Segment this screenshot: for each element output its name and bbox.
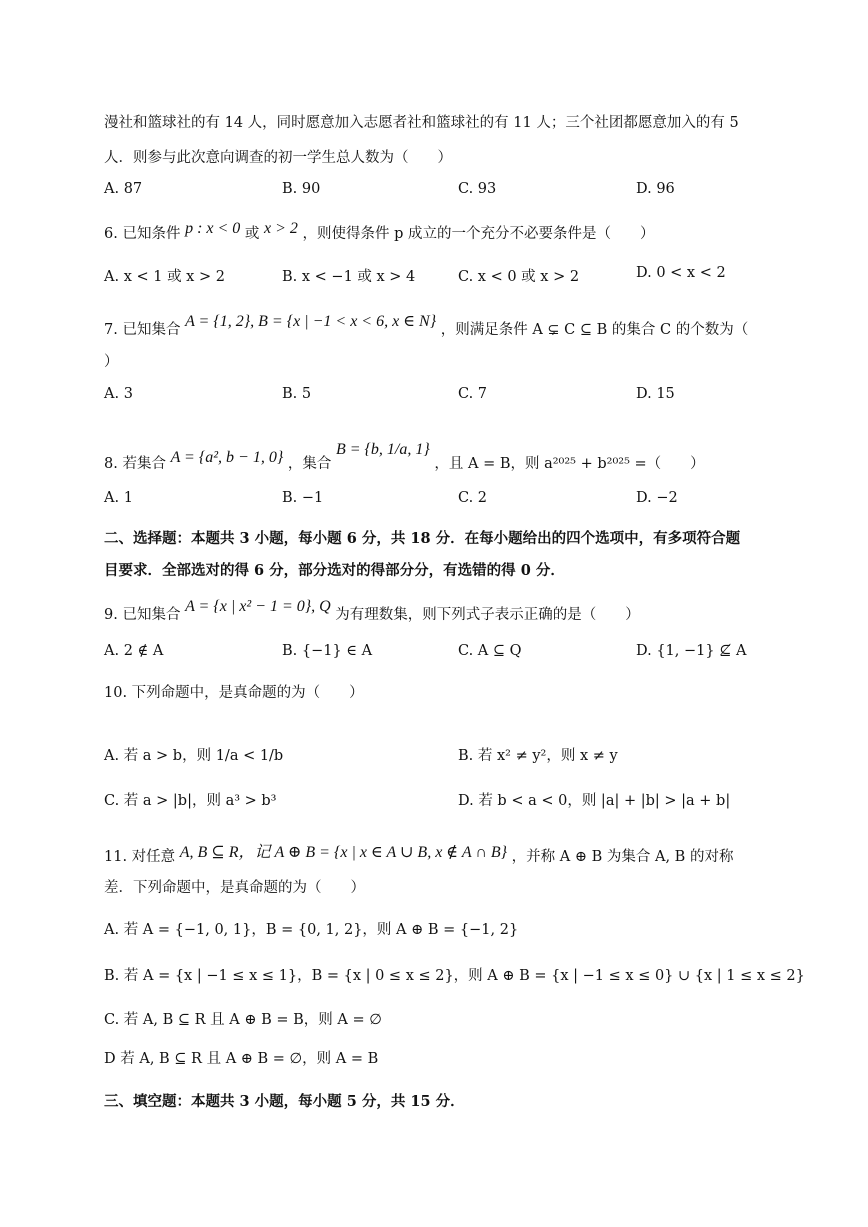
q8-option-a: A. 1 — [104, 490, 133, 506]
q8-option-d: D. −2 — [636, 490, 678, 506]
q9-prefix: 9. 已知集合 — [104, 607, 181, 623]
q8-prefix: 8. 若集合 — [104, 456, 166, 472]
q10-option-d: D. 若 b < a < 0，则 |a| + |b| > |a + b| — [458, 793, 731, 809]
q10-option-a: A. 若 a > b，则 1/a < 1/b — [104, 748, 284, 764]
q8-option-c: C. 2 — [458, 490, 488, 506]
q11-stem — [104, 843, 733, 866]
q5-stem-line2: 人．则参与此次意向调查的初一学生总人数为（ ） — [104, 150, 452, 166]
q7-suffix: ，则满足条件 A ⊊ C ⊆ B 的集合 C 的个数为（ — [440, 322, 749, 338]
q6-stem — [104, 222, 655, 243]
q8-mid: ，集合 — [287, 456, 332, 472]
q6-option-a: A. x < 1 或 x > 2 — [104, 269, 225, 285]
q11-option-c: C. 若 A, B ⊆ R 且 A ⊕ B = B，则 A = ∅ — [104, 1012, 382, 1028]
q9-set: A = {x | x² − 1 = 0}, Q — [185, 598, 331, 615]
q7-stem — [104, 313, 749, 339]
q5-option-d: D. 96 — [636, 181, 675, 197]
q7-close-paren: ） — [104, 354, 119, 370]
q6-option-c: C. x < 0 或 x > 2 — [458, 269, 580, 285]
q11-option-a: A. 若 A = {−1, 0, 1}，B = {0, 1, 2}，则 A ⊕ B = {−1, 2} — [104, 922, 519, 938]
q11-option-d: D 若 A, B ⊆ R 且 A ⊕ B = ∅，则 A = B — [104, 1051, 379, 1067]
q9-option-b: B. {−1} ∈ A — [282, 643, 373, 659]
q6-or: 或 — [244, 226, 260, 242]
q6-option-d: D. 0 < x < 2 — [636, 265, 726, 281]
q7-prefix: 7. 已知集合 — [104, 322, 181, 338]
q7-option-c: C. 7 — [458, 386, 488, 402]
q6-condition-x2: x > 2 — [264, 220, 298, 237]
section2-heading-line1: 二、选择题：本题共 3 小题，每小题 6 分，共 18 分．在每小题给出的四个选项中，有多项符合题 — [104, 530, 741, 547]
q11-stem-line2: 差．下列命题中，是真命题的为（ ） — [104, 880, 365, 896]
q8-suffix: ，且 A = B，则 a²⁰²⁵ + b²⁰²⁵ =（ ） — [434, 456, 705, 472]
q8-option-b: B. −1 — [282, 490, 324, 506]
q7-option-a: A. 3 — [104, 386, 133, 402]
section3-heading: 三、填空题：本题共 3 小题，每小题 5 分，共 15 分． — [104, 1093, 465, 1110]
q10-option-c: C. 若 a > |b|，则 a³ > b³ — [104, 793, 277, 809]
q5-option-a: A. 87 — [104, 181, 143, 197]
q5-option-b: B. 90 — [282, 181, 321, 197]
q7-option-b: B. 5 — [282, 386, 312, 402]
section2-heading-line2: 目要求．全部选对的得 6 分，部分选对的得部分分，有选错的得 0 分． — [104, 562, 565, 579]
q11-definition: A, B ⊆ R，记 A ⊕ B = {x | x ∈ A ∪ B, x ∉ A ∩ B} — [179, 844, 508, 861]
q11-prefix: 11. 对任意 — [104, 849, 176, 865]
q9-stem — [104, 598, 640, 624]
q6-condition-p: p : x < 0 — [185, 220, 241, 237]
q6-option-b: B. x < −1 或 x > 4 — [282, 269, 416, 285]
q11-option-b: B. 若 A = {x | −1 ≤ x ≤ 1}，B = {x | 0 ≤ x ≤ 2}，则 A ⊕ B = {x | −1 ≤ x ≤ 0} ∪ {x | 1 ≤ x ≤ 2} — [104, 968, 805, 984]
q6-prefix: 6. 已知条件 — [104, 226, 181, 242]
q7-option-d: D. 15 — [636, 386, 675, 402]
q8-set-a: A = {a², b − 1, 0} — [170, 449, 284, 466]
q8-set-b: B = {b, 1/a, 1} — [335, 441, 430, 458]
q9-option-a: A. 2 ∉ A — [104, 643, 164, 659]
q9-option-c: C. A ⊆ Q — [458, 643, 522, 659]
q10-stem: 10. 下列命题中，是真命题的为（ ） — [104, 685, 364, 701]
q6-suffix: ，则使得条件 p 成立的一个充分不必要条件是（ ） — [302, 226, 655, 242]
q10-option-b: B. 若 x² ≠ y²，则 x ≠ y — [458, 748, 618, 764]
q9-suffix: 为有理数集，则下列式子表示正确的是（ ） — [335, 607, 640, 623]
q11-suffix: ，并称 A ⊕ B 为集合 A, B 的对称 — [511, 849, 734, 865]
q7-sets: A = {1, 2}, B = {x | −1 < x < 6, x ∈ N} — [185, 313, 437, 330]
q5-stem-line1: 漫社和篮球社的有 14 人，同时愿意加入志愿者社和篮球社的有 11 人；三个社团都愿意加入的有 5 — [104, 115, 739, 131]
q8-stem — [104, 441, 705, 473]
q9-option-d: D. {1, −1} ⊈ A — [636, 643, 747, 659]
q5-option-c: C. 93 — [458, 181, 497, 197]
